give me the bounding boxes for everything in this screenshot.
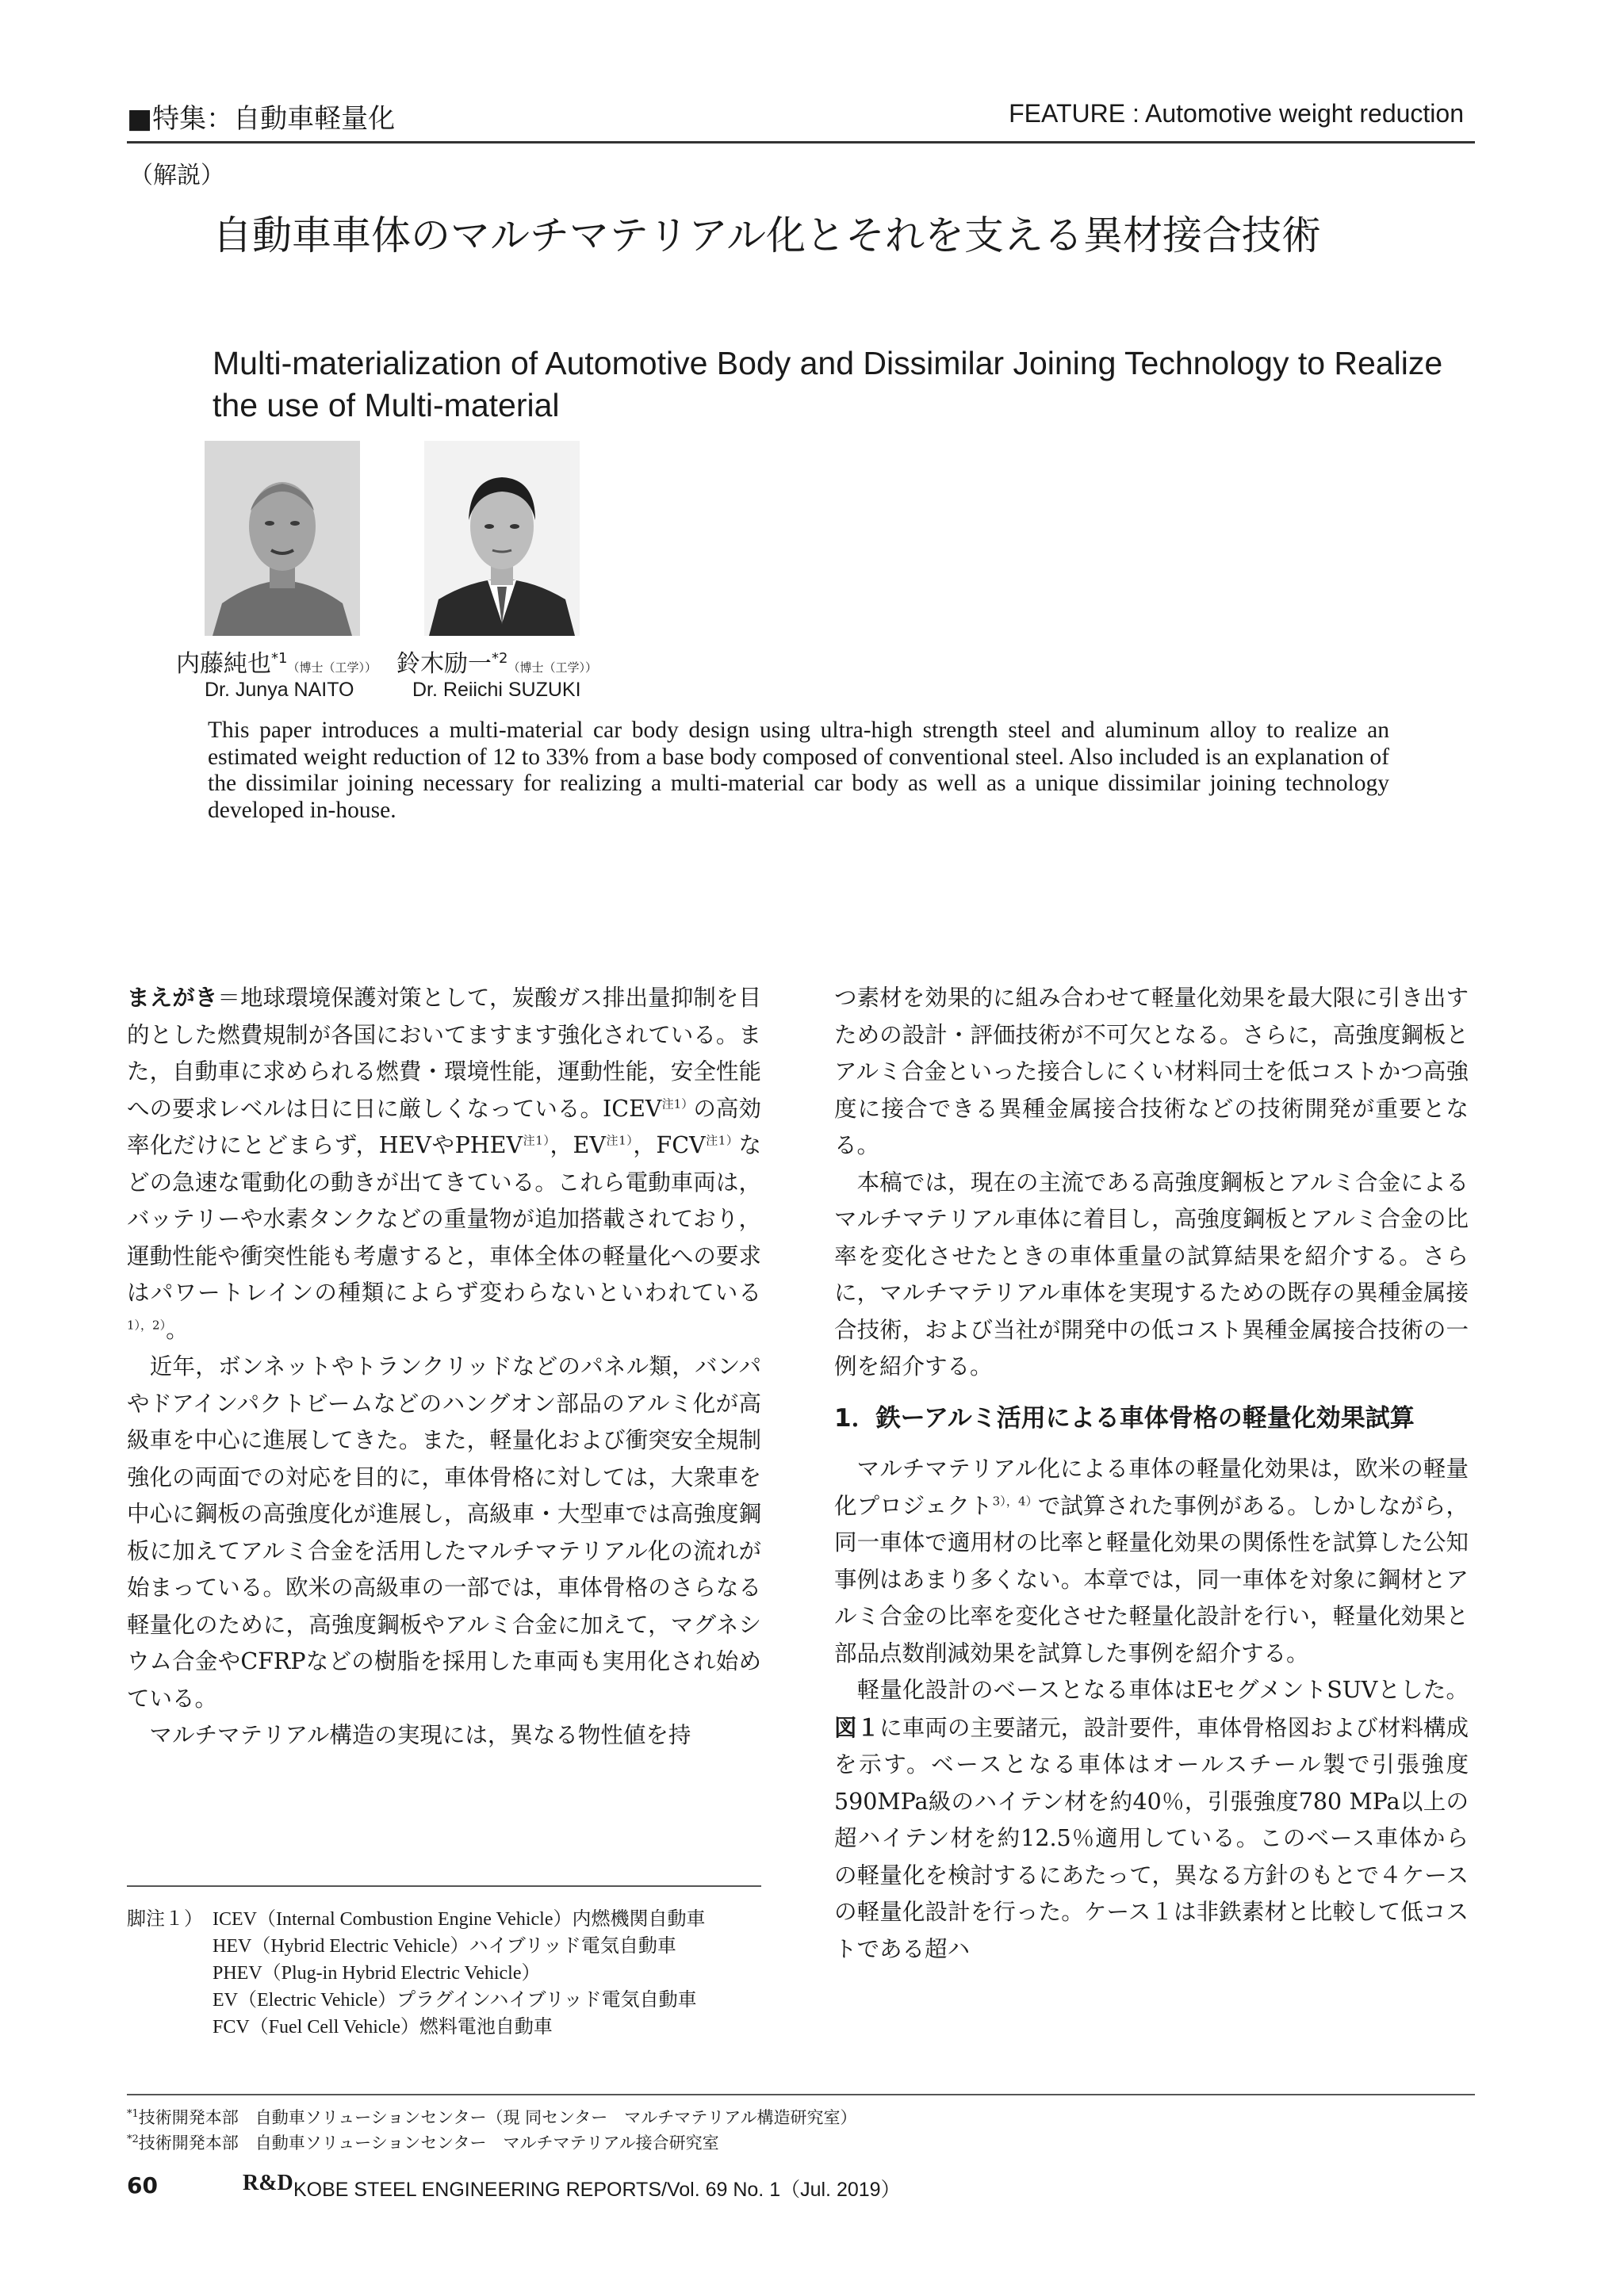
paragraph: 軽量化設計のベースとなる車体はEセグメントSUVとした。図１に車両の主要諸元，設計要件，車体骨格図および材料構成を示す。ベースとなる車体はオールスチール製で引張強度590MPa級のハイテン材を約40％，引張強度780 MPa以上の超ハイテン材を約12.5％適用している。このベース車体からの軽量化を検討するにあたって，異なる方針のもとで４ケースの軽量化設計を行った。ケース１は非鉄素材と比較して低コストである超ハ (834, 1677, 1469, 1962)
journal-citation: KOBE STEEL ENGINEERING REPORTS/Vol. 69 No. 1（Jul. 2019） (293, 2179, 901, 2201)
running-header-right: FEATURE : Automotive weight reduction (1009, 99, 1464, 128)
author-photo-suzuki (424, 441, 580, 636)
paragraph-introduction: まえがき＝地球環境保護対策として，炭酸ガス排出量抑制を目的とした燃費規制が各国においてますます強化されている。また，自動車に求められる燃費・環境性能，運動性能，安全性能への要求レベルは日に日に厳しくなっている。$ICEV^{注1)}$の高効率化だけにとどまらず，HEVや$PHEV^{注1)}$，$EV^{注1)}$，$FCV^{注1)}$などの急速な電動化の動きが出てきている。これら電動車両は，バッテリーや水素タンクなどの重量物が追加搭載されており，運動性能や衝突性能も考慮すると，車体全体の軽量化への要求はパワートレインの種類によらず変わらないといわれている$^{1),2)}$。 (127, 985, 762, 1343)
body-column-left (127, 980, 761, 1755)
paragraph: 本稿では，現在の主流である高強度鋼板とアルミ合金によるマルチマテリアル車体に着目し，高強度鋼板とアルミ合金の比率を変化させたときの車体重量の試算結果を紹介する。さらに，マルチマテリアル車体を実現するための既存の異種金属接合技術，および当社が開発中の低コスト異種金属接合技術の一例を紹介する。 (834, 1169, 1469, 1380)
author-name-naito: 内藤純也$^{*1}$（博士（工学）） (176, 650, 377, 678)
footnote-line: EV（Electric Vehicle）プラグインハイブリッド電気自動車 (213, 1990, 697, 2011)
body-column-right (834, 980, 1469, 1968)
paragraph: マルチマテリアル化による車体の軽量化効果は，欧米の軽量化プロジェクト$^{3),4)}$で試算された事例がある。しかしながら，同一車体で適用材の比率と軽量化効果の関係性を試算した公知事例はあまり多くない。本章では，同一車体を対象に鋼材とアルミ合金の比率を変化させた軽量化設計を行い，軽量化効果と部品点数削減効果を試算した事例を紹介する。 (834, 1456, 1469, 1667)
affiliation-1: $^{*1}$技術開発本部 自動車ソリューションセンター（現 同センター マルチマテリアル構造研究室） (127, 2108, 857, 2127)
paragraph: 近年，ボンネットやトランクリッドなどのパネル類，バンパやドアインパクトビームなどのハングオン部品のアルミ化が高級車を中心に進展してきた。また，軽量化および衝突安全規制強化の両面での対応を目的に，車体骨格に対しては，大衆車を中心に鋼板の高強度化が進展し，高級車・大型車では高強度鋼板に加えてアルミ合金を活用したマルチマテリアル化の流れが始まっている。欧米の高級車の一部では，車体骨格のさらなる軽量化のために，高強度鋼板やアルミ合金に加えて，マグネシウム合金やCFRPなどの樹脂を採用した車両も実用化され始めている。 (127, 1353, 761, 1712)
footnote-list (213, 1906, 705, 2041)
author-en-suzuki: Dr. Reiichi SUZUKI (412, 679, 581, 701)
header-rule (127, 141, 1475, 144)
footnote-rule (127, 1885, 761, 1887)
author-photo-naito (205, 441, 360, 636)
paragraph: マルチマテリアル構造の実現には，異なる物性値を持 (149, 1722, 691, 1748)
paragraph: つ素材を効果的に組み合わせて軽量化効果を最大限に引き出すための設計・評価技術が不可欠となる。さらに，高強度鋼板とアルミ合金といった接合しにくい材料同士を低コストかつ高強度に接合できる異種金属接合技術などの技術開発が重要となる。 (834, 985, 1469, 1158)
affiliation-rule (127, 2094, 1475, 2095)
footnote-line: PHEV（Plug-in Hybrid Electric Vehicle） (213, 1963, 541, 1984)
author-en-naito: Dr. Junya NAITO (205, 679, 354, 701)
author-name-suzuki: 鈴木励一$^{*2}$（博士（工学）） (396, 650, 597, 678)
abstract: This paper introduces a multi-material car body design using ultra-high strength steel and aluminum alloy to realize an estimated weight reduction of 12 to 33% from a base body composed of conventional steel. Also included is an explanation of the dissimilar joining necessary for realizing a multi-material car body as well as a unique dissimilar joining technology developed in-house. (208, 718, 1389, 823)
footnote-line: HEV（Hybrid Electric Vehicle）ハイブリッド電気自動車 (213, 1936, 676, 1957)
article-kind: （解説） (129, 162, 224, 189)
title-english: Multi-materialization of Automotive Body and Dissimilar Joining Technology to Realize the use of Multi-material (213, 345, 1443, 423)
figure-reference: 図１ (834, 1713, 880, 1741)
page-number: 60 (127, 2172, 158, 2198)
title-japanese: 自動車車体のマルチマテリアル化とそれを支える異材接合技術 (213, 212, 1321, 258)
affiliation-2: $^{*2}$技術開発本部 自動車ソリューションセンター マルチマテリアル接合研究室 (127, 2133, 719, 2152)
running-header-left: ■特集：自動車軽量化 (127, 103, 396, 135)
section-heading: 1．鉄ーアルミ活用による車体骨格の軽量化効果試算 (834, 1403, 1415, 1433)
footnote-line: ICEV（Internal Combustion Engine Vehicle）内燃機関自動車 (213, 1909, 706, 1930)
rd-logo: R&D (243, 2171, 293, 2195)
footnote-label: 脚注１） (127, 1909, 203, 1930)
footnote-line: FCV（Fuel Cell Vehicle）燃料電池自動車 (213, 2017, 553, 2038)
